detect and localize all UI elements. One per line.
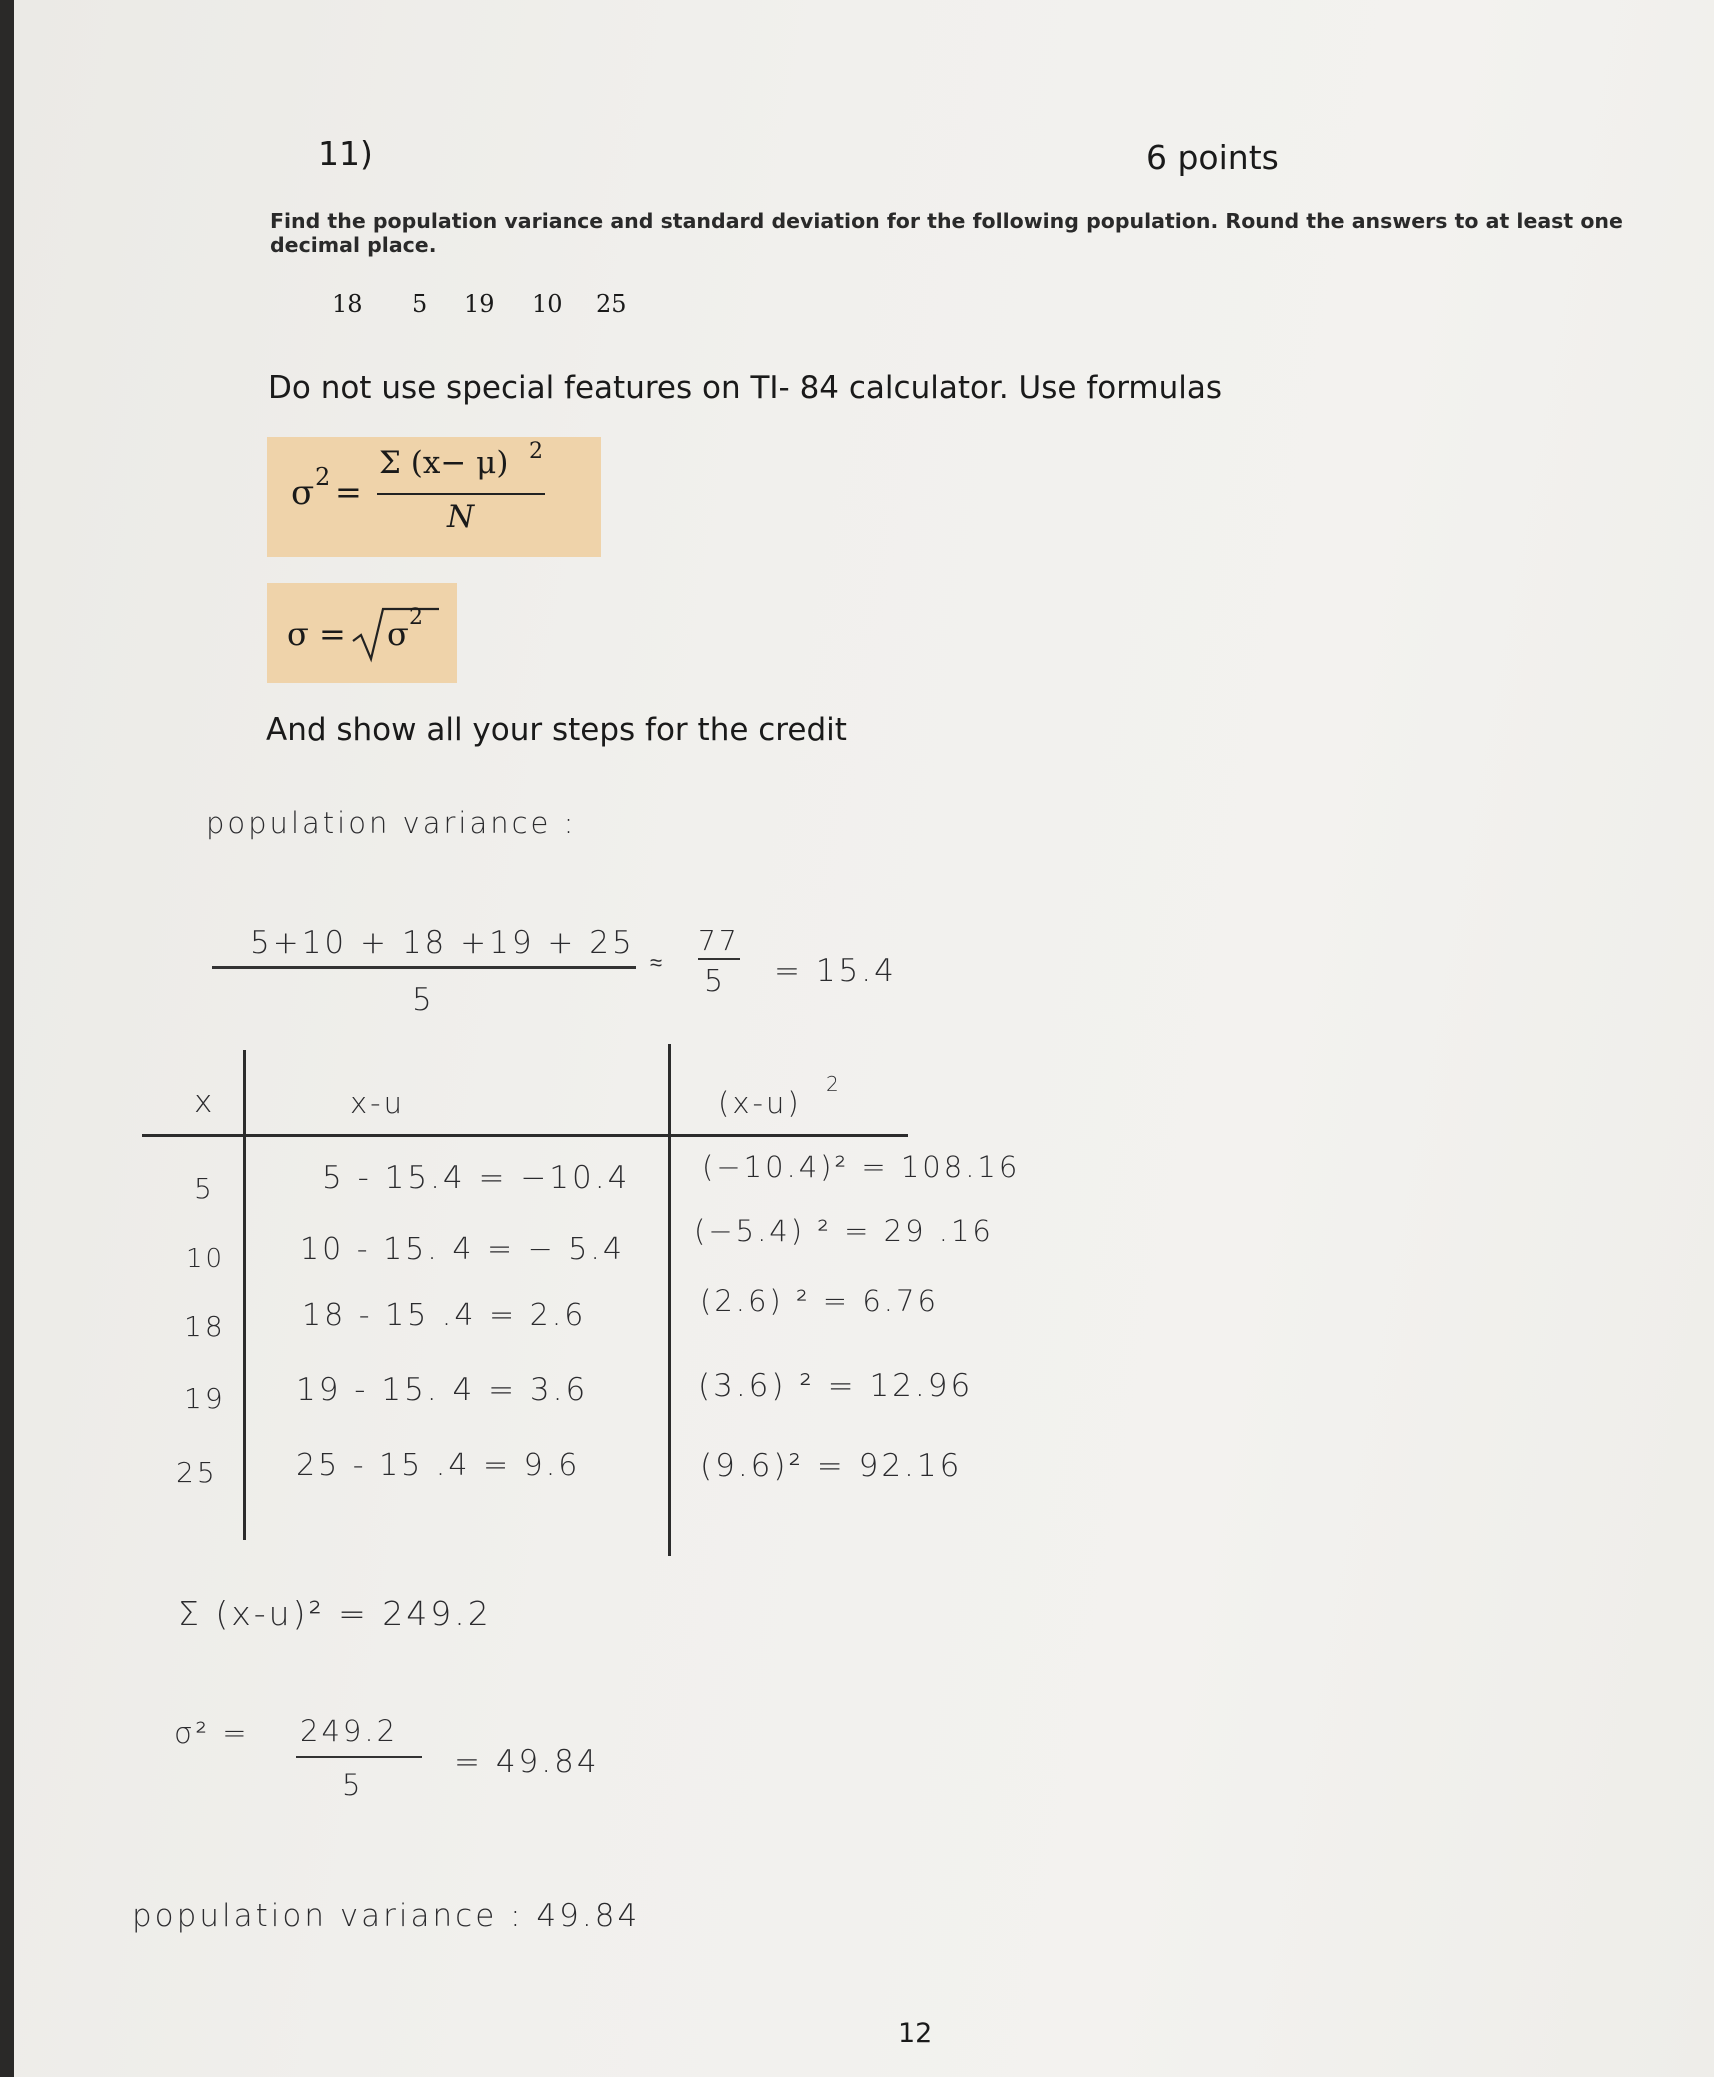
table-row-x: 10 (186, 1244, 226, 1274)
table-row-x: 25 (176, 1456, 218, 1489)
show-steps-text: And show all your steps for the credit (266, 712, 847, 748)
table-header-rule (142, 1134, 908, 1137)
sum-of-squares: Σ (x-u)² = 249.2 (178, 1594, 492, 1633)
table-row-squared: (2.6) ² = 6.76 (700, 1284, 939, 1318)
page-edge-shadow (0, 0, 14, 2077)
page-number: 12 (898, 2018, 933, 2049)
variance-exponent: 2 (315, 463, 331, 491)
fraction-bar (377, 493, 545, 495)
instruction-text: Do not use special features on TI- 84 calculator. Use formulas (268, 370, 1223, 406)
sigma-squared-lhs: σ² = (174, 1716, 250, 1750)
question-number: 11) (318, 134, 373, 173)
sigma-squared-denominator: 5 (342, 1768, 364, 1802)
table-row-x: 19 (184, 1382, 226, 1415)
prompt-line-2: decimal place. (270, 233, 437, 257)
mean-numerator: 5+10 + 18 +19 + 25 (250, 925, 635, 961)
table-header-exponent: 2 (826, 1072, 842, 1096)
population-value: 19 (464, 290, 495, 318)
table-divider-2 (668, 1044, 671, 1556)
sd-formula (267, 583, 457, 683)
sigma-squared-numerator: 249.2 (300, 1714, 399, 1748)
table-row-x: 18 (184, 1310, 226, 1343)
population-value: 5 (412, 290, 428, 318)
table-row-diff: 19 - 15. 4 = 3.6 (296, 1372, 589, 1408)
mean-frac-bar (698, 958, 740, 960)
table-row-x: 5 (194, 1172, 215, 1205)
table-divider-1 (243, 1050, 246, 1540)
table-header-x: x (194, 1084, 216, 1120)
variance-formula (267, 437, 601, 557)
population-value: 10 (532, 290, 563, 318)
population-value: 18 (332, 290, 363, 318)
sigma-squared-fraction-bar (296, 1756, 422, 1758)
mean-denominator: 5 (412, 982, 435, 1018)
table-row-diff: 25 - 15 .4 = 9.6 (296, 1448, 581, 1483)
mean-frac-numerator: 77 (698, 924, 740, 957)
points-label: 6 points (1146, 138, 1279, 177)
work-heading: population variance : (206, 806, 577, 840)
mean-fraction-bar (212, 966, 636, 969)
table-row-squared: (−5.4) ² = 29 .16 (694, 1214, 994, 1248)
variance-numerator: Σ (x− μ) (379, 445, 509, 481)
sigma-squared-result: = 49.84 (454, 1744, 600, 1780)
table-row-diff: 10 - 15. 4 = − 5.4 (300, 1232, 625, 1267)
population-value: 25 (596, 290, 627, 318)
variance-denominator: N (447, 499, 475, 535)
numerator-exponent: 2 (529, 439, 543, 464)
table-row-squared: (9.6)² = 92.16 (700, 1448, 963, 1484)
sd-lhs: σ = (287, 615, 346, 653)
table-row-diff: 18 - 15 .4 = 2.6 (302, 1298, 587, 1333)
prompt-line-1: Find the population variance and standard deviation for the following population. Round the answers to at least one (270, 209, 1623, 233)
table-row-diff: 5 - 15.4 = −10.4 (322, 1160, 631, 1196)
approx-sign: ≈ (650, 951, 666, 976)
sd-radicand: σ (387, 615, 409, 653)
mean-frac-denominator: 5 (704, 964, 727, 999)
table-row-squared: (3.6) ² = 12.96 (698, 1368, 974, 1404)
variance-symbol: σ (291, 473, 315, 513)
table-header-squared: (x-u) (718, 1086, 802, 1120)
table-header-deviation: x-u (350, 1086, 406, 1120)
final-answer: population variance : 49.84 (132, 1898, 641, 1934)
table-row-squared: (−10.4)² = 108.16 (702, 1150, 1021, 1184)
mean-result: = 15.4 (774, 953, 897, 989)
worksheet-page (14, 0, 1714, 2077)
equals-sign: = (335, 473, 362, 511)
sd-radicand-exponent: 2 (409, 605, 423, 630)
